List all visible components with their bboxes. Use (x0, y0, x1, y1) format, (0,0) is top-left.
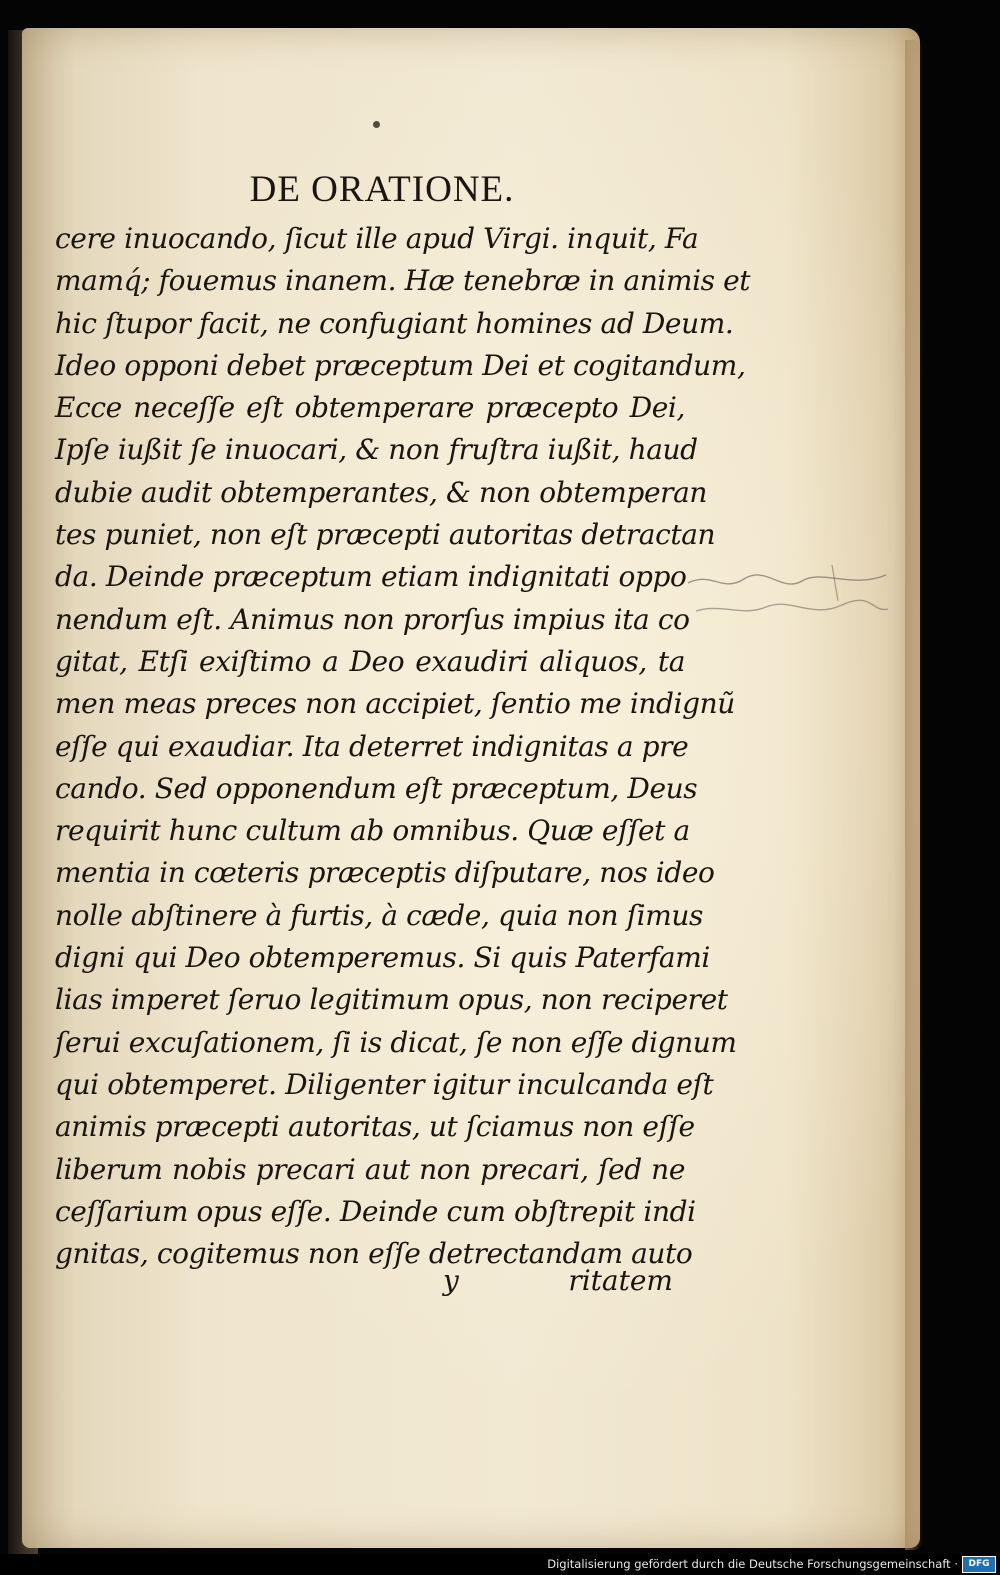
signature-mark: y (443, 1264, 459, 1297)
text-line: ſerui excuſationem, ſi is dicat, ſe non eſſe dignum (55, 1025, 737, 1059)
funding-credit: Digitalisierung gefördert durch die Deutsche Forschungsgemeinschaft · (547, 1557, 958, 1571)
text-line: tes puniet, non eſt præcepti autoritas detractan (55, 518, 716, 552)
text-line: mamq́; fouemus inanem. Hæ tenebræ in animis et (55, 264, 751, 298)
text-line: lias imperet ſeruo legitimum opus, non reciperet (55, 983, 728, 1017)
marginal-pen-strokes (682, 553, 892, 633)
text-line: gnitas, cogitemus non eſſe detrectandam auto (55, 1237, 693, 1271)
book-page (22, 28, 920, 1548)
catchword: ritatem (568, 1264, 673, 1297)
text-line: gitat, Etſi exiſtimo a Deo exaudiri aliquos, ta (55, 644, 685, 678)
text-line: Ideo opponi debet præceptum Dei et cogitandum, (55, 348, 746, 382)
text-line: nolle abſtinere à furtis, à cæde, quia non ſimus (55, 898, 703, 932)
body-text (55, 218, 751, 1275)
text-line: liberum nobis precari aut non precari, ſed ne (55, 1152, 685, 1186)
text-line: ceſſarium opus eſſe. Deinde cum obſtrepit indi (55, 1194, 696, 1228)
ink-spot (373, 121, 380, 128)
text-line: men meas preces non accipiet, ſentio me indignũ (55, 687, 735, 721)
text-line: dubie audit obtemperantes, & non obtemperan (55, 475, 708, 509)
text-line: nendum eſt. Animus non prorſus impius ita co (55, 602, 690, 636)
text-line: digni qui Deo obtemperemus. Si quis Paterfami (55, 941, 710, 975)
text-line: Ipſe iußit ſe inuocari, & non fruſtra iußit, haud (55, 433, 698, 467)
dfg-logo: DFG (962, 1556, 996, 1573)
page-foot (55, 1256, 685, 1306)
page-edge-shadow (905, 40, 923, 1550)
text-line: qui obtemperet. Diligenter igitur inculcanda eſt (55, 1067, 714, 1101)
text-line: cando. Sed opponendum eſt præceptum, Deus (55, 771, 698, 805)
text-line: da. Deinde præceptum etiam indignitati oppo (55, 560, 687, 594)
text-line: Ecce neceſſe eſt obtemperare præcepto Dei, (55, 391, 685, 425)
text-line: eſſe qui exaudiar. Ita deterret indignitas a pre (55, 729, 689, 763)
running-head-text: DE ORATIONE. (249, 169, 515, 210)
text-line: animis præcepti autoritas, ut ſciamus non eſſe (55, 1110, 695, 1144)
text-line: cere inuocando, ſicut ille apud Virgi. inquit, Fa (55, 222, 699, 255)
text-line: requirit hunc cultum ab omnibus. Quæ eſſet a (55, 814, 690, 848)
running-head (22, 168, 742, 211)
text-line: hic ſtupor facit, ne confugiant homines ad Deum. (55, 306, 734, 340)
text-line: mentia in cœteris præceptis diſputare, nos ideo (55, 856, 715, 890)
